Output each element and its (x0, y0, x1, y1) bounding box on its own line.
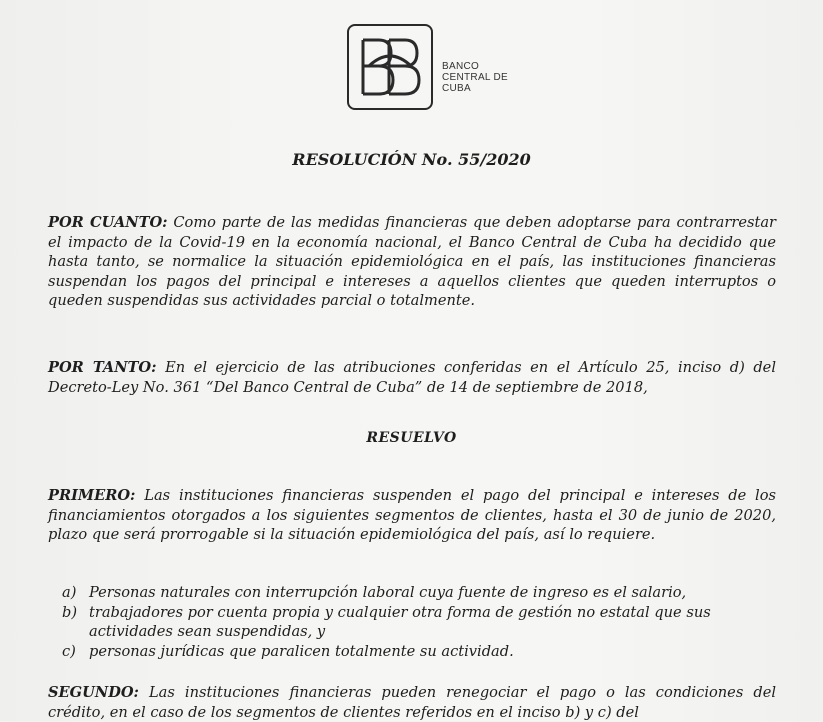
list-marker: a) (62, 584, 77, 601)
por-cuanto-text: Como parte de las medidas financieras que deben adoptarse para contrarrestar el impacto de la Covid-19 en la economía nacional, el Banco Central de Cuba ha decidido que hasta tanto, se normalice la situación epidemiológica en el país, las instituciones financieras suspendan los pagos del principal e intereses a aquellos clientes que queden interruptos o queden suspendidas sus actividades parcial o totalmente. (48, 214, 776, 309)
resuelvo-heading: RESUELVO (366, 430, 457, 446)
list-item (62, 603, 782, 642)
primero-text: Las instituciones financieras suspenden el pago del principal e intereses de los financiamientos otorgados a los siguientes segmentos de clientes, hasta el 30 de junio de 2020, plazo que será prorrogable si la situación epidemiológica del país, así lo requiere. (48, 487, 776, 543)
por-tanto-paragraph (48, 358, 776, 397)
list-item (62, 583, 782, 603)
bank-name-line: CENTRAL DE (442, 72, 508, 83)
segundo-lead: SEGUNDO: (48, 684, 139, 701)
por-cuanto-paragraph (48, 213, 776, 311)
primero-paragraph (48, 486, 776, 545)
bank-name-line: BANCO (442, 61, 480, 72)
list-item-text: personas jurídicas que paralicen totalmente su actividad. (89, 642, 514, 660)
client-segments-list (62, 583, 782, 661)
primero-lead: PRIMERO: (48, 487, 136, 504)
list-item-text: trabajadores por cuenta propia y cualquier otra forma de gestión no estatal que sus actividades sean suspendidas, y (89, 603, 711, 640)
por-tanto-lead: POR TANTO: (48, 359, 157, 376)
list-marker: b) (62, 603, 78, 621)
resolution-title: RESOLUCIÓN No. 55/2020 (292, 150, 531, 169)
list-item (62, 642, 782, 662)
list-item-text: Personas naturales con interrupción laboral cuya fuente de ingreso es el salario, (89, 584, 687, 601)
bank-name (442, 61, 508, 94)
bank-name-line: CUBA (442, 83, 471, 94)
list-marker: c) (62, 642, 76, 660)
bank-logo (347, 24, 517, 114)
por-cuanto-lead: POR CUANTO: (48, 214, 168, 231)
por-tanto-text: En el ejercicio de las atribuciones conferidas en el Artículo 25, inciso d) del Decreto-Ley No. 361 “Del Banco Central de Cuba” de 14 de septiembre de 2018, (48, 359, 776, 396)
segundo-text: Las instituciones financieras pueden renegociar el pago o las condiciones del crédito, en el caso de los segmentos de clientes referidos en el inciso b) y c) del (48, 684, 776, 721)
segundo-paragraph (48, 683, 776, 722)
bcc-logo-icon (347, 24, 433, 110)
